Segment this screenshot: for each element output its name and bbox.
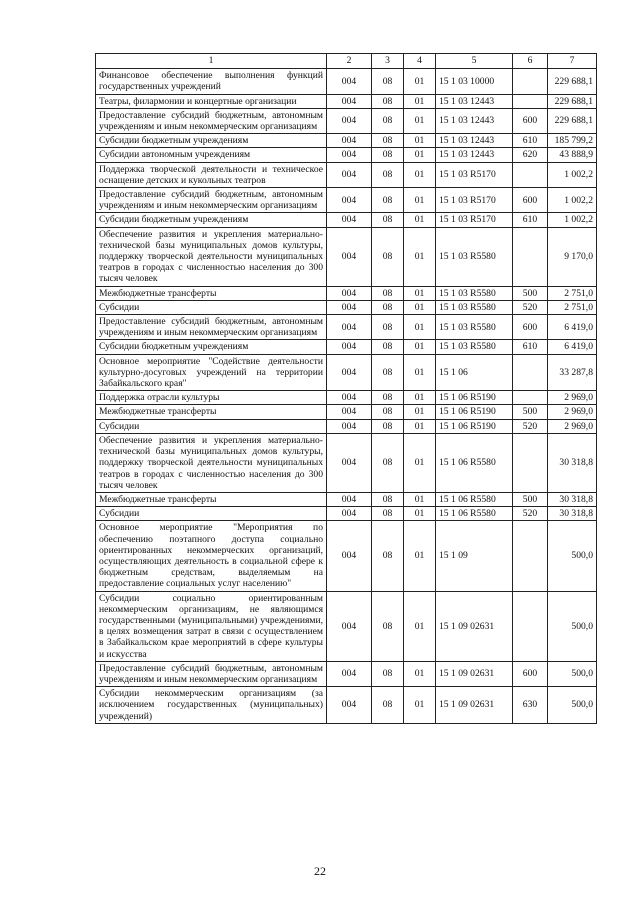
row-grbs-cell: 004 (327, 315, 372, 340)
row-csr-cell: 15 1 03 R5170 (436, 188, 513, 213)
row-sum-cell: 229 688,1 (548, 108, 597, 133)
row-csr-cell: 15 1 03 12443 (436, 94, 513, 108)
table-row (96, 687, 597, 724)
row-sum-cell: 2 969,0 (548, 405, 597, 419)
row-pr-cell: 01 (404, 405, 436, 419)
table-row (96, 286, 597, 300)
row-grbs-cell: 004 (327, 148, 372, 162)
header-col-4: 4 (404, 54, 436, 69)
header-col-7: 7 (548, 54, 597, 69)
row-pr-cell: 01 (404, 391, 436, 405)
budget-table (95, 53, 597, 724)
row-pr-cell: 01 (404, 227, 436, 286)
row-grbs-cell: 004 (327, 227, 372, 286)
row-rz-cell: 08 (372, 391, 404, 405)
row-csr-cell: 15 1 06 R5580 (436, 507, 513, 521)
row-pr-cell: 01 (404, 507, 436, 521)
row-sum-cell: 33 287,8 (548, 354, 597, 391)
table-row (96, 591, 597, 661)
row-rz-cell: 08 (372, 354, 404, 391)
table-row (96, 433, 597, 492)
row-grbs-cell: 004 (327, 340, 372, 354)
row-rz-cell: 08 (372, 405, 404, 419)
row-vr-cell: 520 (513, 507, 548, 521)
header-col-1: 1 (96, 54, 327, 69)
row-rz-cell: 08 (372, 188, 404, 213)
row-vr-cell (513, 433, 548, 492)
row-sum-cell: 6 419,0 (548, 315, 597, 340)
row-name-cell: Субсидии бюджетным учреждениям (96, 134, 327, 148)
header-col-3: 3 (372, 54, 404, 69)
row-csr-cell: 15 1 03 R5580 (436, 227, 513, 286)
row-rz-cell: 08 (372, 507, 404, 521)
row-name-cell: Субсидии некоммерческим организациям (за исключением государственных (муниципальных) учреждений) (96, 687, 327, 724)
row-grbs-cell: 004 (327, 591, 372, 661)
row-grbs-cell: 004 (327, 661, 372, 686)
row-vr-cell: 500 (513, 286, 548, 300)
row-rz-cell: 08 (372, 134, 404, 148)
row-grbs-cell: 004 (327, 134, 372, 148)
table-row (96, 162, 597, 187)
row-name-cell: Финансовое обеспечение выполнения функций государственных учреждений (96, 69, 327, 94)
table-row (96, 521, 597, 591)
header-col-6: 6 (513, 54, 548, 69)
row-rz-cell: 08 (372, 69, 404, 94)
row-name-cell: Обеспечение развития и укрепления материально-технической базы муниципальных домов культуры, поддержку творческой деятельности муниципальных театров в городах с численностью населения до 300 тысяч человек (96, 227, 327, 286)
row-vr-cell: 500 (513, 405, 548, 419)
row-csr-cell: 15 1 06 R5190 (436, 419, 513, 433)
row-grbs-cell: 004 (327, 405, 372, 419)
row-csr-cell: 15 1 06 R5190 (436, 405, 513, 419)
row-vr-cell: 600 (513, 188, 548, 213)
row-pr-cell: 01 (404, 354, 436, 391)
row-vr-cell: 610 (513, 340, 548, 354)
row-grbs-cell: 004 (327, 94, 372, 108)
row-vr-cell (513, 591, 548, 661)
row-name-cell: Субсидии бюджетным учреждениям (96, 340, 327, 354)
row-sum-cell: 1 002,2 (548, 188, 597, 213)
row-rz-cell: 08 (372, 162, 404, 187)
row-grbs-cell: 004 (327, 162, 372, 187)
row-sum-cell: 43 888,9 (548, 148, 597, 162)
row-sum-cell: 30 318,8 (548, 492, 597, 506)
row-sum-cell: 229 688,1 (548, 94, 597, 108)
table-row (96, 227, 597, 286)
row-rz-cell: 08 (372, 213, 404, 227)
row-name-cell: Театры, филармонии и концертные организации (96, 94, 327, 108)
row-pr-cell: 01 (404, 661, 436, 686)
row-sum-cell: 2 751,0 (548, 286, 597, 300)
header-col-5: 5 (436, 54, 513, 69)
row-name-cell: Субсидии бюджетным учреждениям (96, 213, 327, 227)
row-name-cell: Межбюджетные трансферты (96, 492, 327, 506)
row-name-cell: Субсидии (96, 300, 327, 314)
row-pr-cell: 01 (404, 286, 436, 300)
row-csr-cell: 15 1 09 02631 (436, 591, 513, 661)
table-row (96, 300, 597, 314)
row-vr-cell (513, 94, 548, 108)
row-vr-cell: 500 (513, 492, 548, 506)
row-sum-cell: 1 002,2 (548, 213, 597, 227)
row-sum-cell: 500,0 (548, 521, 597, 591)
row-sum-cell: 500,0 (548, 591, 597, 661)
row-grbs-cell: 004 (327, 391, 372, 405)
row-rz-cell: 08 (372, 687, 404, 724)
row-grbs-cell: 004 (327, 687, 372, 724)
row-pr-cell: 01 (404, 433, 436, 492)
row-vr-cell: 610 (513, 213, 548, 227)
row-csr-cell: 15 1 06 R5580 (436, 492, 513, 506)
table-row (96, 148, 597, 162)
row-rz-cell: 08 (372, 148, 404, 162)
row-grbs-cell: 004 (327, 188, 372, 213)
row-vr-cell (513, 521, 548, 591)
row-rz-cell: 08 (372, 492, 404, 506)
row-name-cell: Предоставление субсидий бюджетным, автономным учреждениям и иным некоммерческим организациям (96, 315, 327, 340)
row-pr-cell: 01 (404, 94, 436, 108)
row-sum-cell: 229 688,1 (548, 69, 597, 94)
row-pr-cell: 01 (404, 300, 436, 314)
row-grbs-cell: 004 (327, 300, 372, 314)
row-rz-cell: 08 (372, 591, 404, 661)
row-grbs-cell: 004 (327, 507, 372, 521)
row-csr-cell: 15 1 06 (436, 354, 513, 391)
row-vr-cell (513, 391, 548, 405)
row-rz-cell: 08 (372, 227, 404, 286)
row-vr-cell: 520 (513, 419, 548, 433)
row-vr-cell (513, 162, 548, 187)
row-name-cell: Поддержка отрасли культуры (96, 391, 327, 405)
row-pr-cell: 01 (404, 213, 436, 227)
table-row (96, 108, 597, 133)
table-row (96, 405, 597, 419)
row-grbs-cell: 004 (327, 492, 372, 506)
row-rz-cell: 08 (372, 340, 404, 354)
row-csr-cell: 15 1 09 02631 (436, 661, 513, 686)
row-sum-cell: 6 419,0 (548, 340, 597, 354)
row-grbs-cell: 004 (327, 433, 372, 492)
table-row (96, 661, 597, 686)
row-csr-cell: 15 1 03 R5170 (436, 162, 513, 187)
row-pr-cell: 01 (404, 340, 436, 354)
row-grbs-cell: 004 (327, 108, 372, 133)
row-sum-cell: 1 002,2 (548, 162, 597, 187)
budget-table-body (96, 69, 597, 724)
row-grbs-cell: 004 (327, 419, 372, 433)
row-sum-cell: 2 751,0 (548, 300, 597, 314)
row-name-cell: Предоставление субсидий бюджетным, автономным учреждениям и иным некоммерческим организациям (96, 661, 327, 686)
row-pr-cell: 01 (404, 148, 436, 162)
row-csr-cell: 15 1 03 10000 (436, 69, 513, 94)
row-pr-cell: 01 (404, 521, 436, 591)
row-rz-cell: 08 (372, 300, 404, 314)
row-vr-cell (513, 354, 548, 391)
table-row (96, 134, 597, 148)
row-vr-cell: 600 (513, 315, 548, 340)
row-vr-cell (513, 69, 548, 94)
page-number: 22 (314, 864, 326, 878)
table-row (96, 391, 597, 405)
row-vr-cell: 620 (513, 148, 548, 162)
table-row (96, 340, 597, 354)
table-row (96, 188, 597, 213)
row-csr-cell: 15 1 06 R5190 (436, 391, 513, 405)
row-sum-cell: 500,0 (548, 661, 597, 686)
row-vr-cell: 610 (513, 134, 548, 148)
table-row (96, 94, 597, 108)
header-row (96, 54, 597, 69)
row-grbs-cell: 004 (327, 521, 372, 591)
row-rz-cell: 08 (372, 108, 404, 133)
row-name-cell: Предоставление субсидий бюджетным, автономным учреждениям и иным некоммерческим организациям (96, 188, 327, 213)
table-row (96, 354, 597, 391)
row-rz-cell: 08 (372, 419, 404, 433)
row-pr-cell: 01 (404, 69, 436, 94)
row-name-cell: Поддержка творческой деятельности и техническое оснащение детских и кукольных театров (96, 162, 327, 187)
row-csr-cell: 15 1 03 R5580 (436, 340, 513, 354)
row-sum-cell: 2 969,0 (548, 419, 597, 433)
row-csr-cell: 15 1 03 R5580 (436, 315, 513, 340)
row-name-cell: Межбюджетные трансферты (96, 405, 327, 419)
row-csr-cell: 15 1 03 12443 (436, 108, 513, 133)
row-name-cell: Обеспечение развития и укрепления материально-технической базы муниципальных домов культуры, поддержку творческой деятельности муниципальных театров в городах с численностью населения до 300 тысяч человек (96, 433, 327, 492)
row-name-cell: Субсидии (96, 507, 327, 521)
row-rz-cell: 08 (372, 315, 404, 340)
row-pr-cell: 01 (404, 134, 436, 148)
row-sum-cell: 30 318,8 (548, 507, 597, 521)
row-csr-cell: 15 1 09 02631 (436, 687, 513, 724)
row-name-cell: Основное мероприятие "Мероприятия по обеспечению поэтапного доступа социально ориентированных некоммерческих организаций, осуществляющих деятельность в социальной сфере к бюджетным средствам, выделяемым на предоставление социальных услуг населению" (96, 521, 327, 591)
row-pr-cell: 01 (404, 492, 436, 506)
row-csr-cell: 15 1 03 R5580 (436, 286, 513, 300)
row-pr-cell: 01 (404, 591, 436, 661)
row-rz-cell: 08 (372, 433, 404, 492)
row-name-cell: Субсидии (96, 419, 327, 433)
row-pr-cell: 01 (404, 315, 436, 340)
table-row (96, 419, 597, 433)
row-vr-cell: 630 (513, 687, 548, 724)
row-csr-cell: 15 1 09 (436, 521, 513, 591)
row-rz-cell: 08 (372, 286, 404, 300)
row-csr-cell: 15 1 03 R5170 (436, 213, 513, 227)
table-row (96, 69, 597, 94)
row-csr-cell: 15 1 03 12443 (436, 148, 513, 162)
table-row (96, 507, 597, 521)
row-name-cell: Субсидии социально ориентированным некоммерческим организациям, не являющимся государственными (муниципальными) учреждениями, в целях возмещения затрат в связи с осуществлением в Забайкальском крае мероприятий в сфере культуры и искусства (96, 591, 327, 661)
row-sum-cell: 500,0 (548, 687, 597, 724)
row-grbs-cell: 004 (327, 69, 372, 94)
row-grbs-cell: 004 (327, 213, 372, 227)
row-csr-cell: 15 1 03 12443 (436, 134, 513, 148)
row-name-cell: Предоставление субсидий бюджетным, автономным учреждениям и иным некоммерческим организациям (96, 108, 327, 133)
row-vr-cell: 520 (513, 300, 548, 314)
row-csr-cell: 15 1 06 R5580 (436, 433, 513, 492)
row-sum-cell: 185 799,2 (548, 134, 597, 148)
row-vr-cell (513, 227, 548, 286)
row-rz-cell: 08 (372, 661, 404, 686)
row-rz-cell: 08 (372, 521, 404, 591)
row-csr-cell: 15 1 03 R5580 (436, 300, 513, 314)
row-name-cell: Субсидии автономным учреждениям (96, 148, 327, 162)
row-pr-cell: 01 (404, 188, 436, 213)
row-name-cell: Основное мероприятие "Содействие деятельности культурно-досуговых учреждений на территории Забайкальского края" (96, 354, 327, 391)
row-name-cell: Межбюджетные трансферты (96, 286, 327, 300)
row-pr-cell: 01 (404, 162, 436, 187)
row-vr-cell: 600 (513, 661, 548, 686)
row-sum-cell: 9 170,0 (548, 227, 597, 286)
row-pr-cell: 01 (404, 419, 436, 433)
row-pr-cell: 01 (404, 108, 436, 133)
row-grbs-cell: 004 (327, 286, 372, 300)
row-vr-cell: 600 (513, 108, 548, 133)
table-row (96, 315, 597, 340)
row-rz-cell: 08 (372, 94, 404, 108)
table-row (96, 213, 597, 227)
row-sum-cell: 30 318,8 (548, 433, 597, 492)
row-sum-cell: 2 969,0 (548, 391, 597, 405)
table-row (96, 492, 597, 506)
row-grbs-cell: 004 (327, 354, 372, 391)
row-pr-cell: 01 (404, 687, 436, 724)
header-col-2: 2 (327, 54, 372, 69)
